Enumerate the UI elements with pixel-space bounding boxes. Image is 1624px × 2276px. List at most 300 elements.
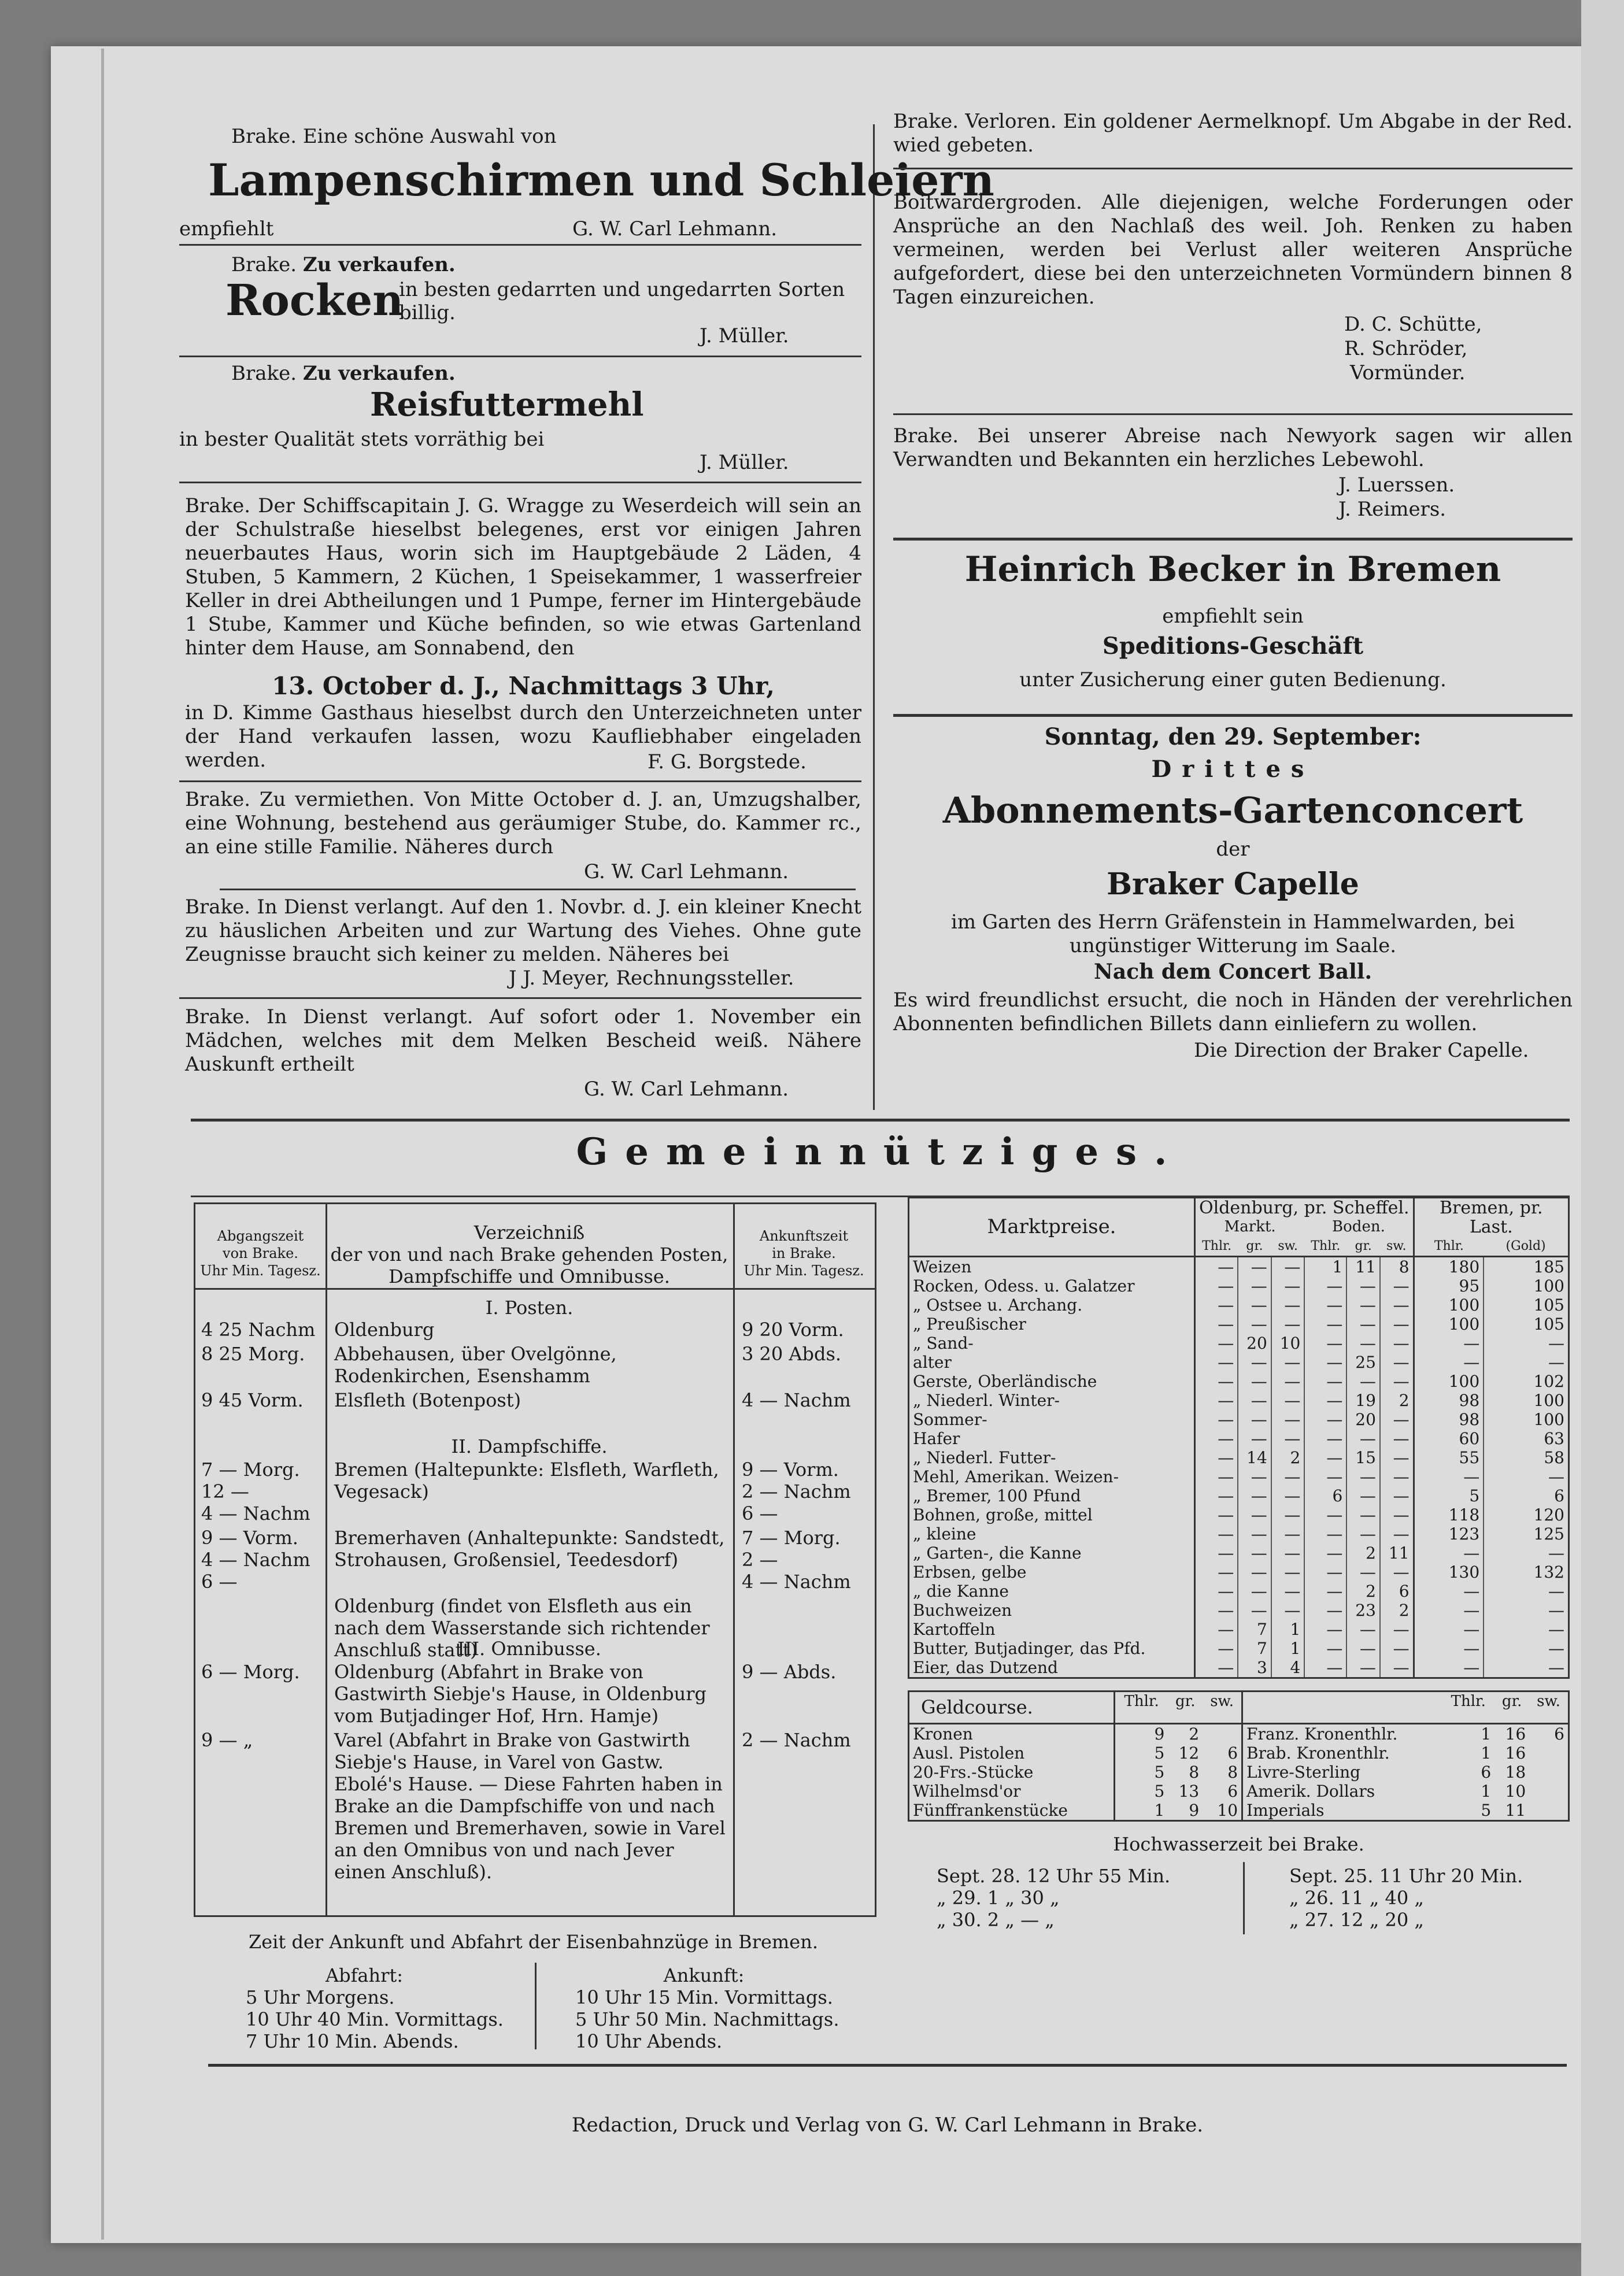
dep-time: 9 — Vorm. 4 — Nachm 6 — [201,1527,310,1593]
ad-concert-l7: Es wird freundlichst ersucht, die noch in Händen der verehrlichen Abonnenten befindlichen Billets dann einliefern zu wollen. [893,989,1573,1035]
price-cell: — [1380,1276,1414,1296]
price-cell: 1 [1271,1620,1305,1639]
price-cell: — [1304,1448,1346,1467]
rate-cell: 5 [1481,1801,1492,1820]
section-title: Gemeinnütziges. [576,1130,1185,1174]
commodity: Rocken, Odess. u. Galatzer [909,1276,1195,1296]
price-cell: — [1271,1391,1305,1410]
geld-row [909,1763,1569,1782]
price-cell: — [1195,1334,1238,1353]
market-row [909,1353,1569,1372]
market-unit: Thlr. [1202,1239,1232,1253]
price-cell: — [1195,1544,1238,1563]
market-row [909,1410,1569,1429]
price-cell: — [1304,1544,1346,1563]
price-cell: — [1195,1391,1238,1410]
geld-row [909,1782,1569,1801]
price-cell: — [1346,1505,1380,1524]
market-unit: sw. [1278,1239,1298,1253]
arr-time: 2 — Nachm [742,1729,851,1751]
destination: Varel (Abfahrt in Brake von Gastwirth Siebje's Hause, in Varel von Gastw. Ebolé's Hause. — Diese Fahrten haben in Brake an die Dampfschiffe von und nach Bremen und Bremerhaven, sowie in Varel an den Omnibus von und nach Jever einen Anschluß). [334,1729,726,1883]
market-row [909,1658,1569,1678]
price-cell: 100 [1484,1410,1568,1429]
price-cell: 15 [1346,1448,1380,1467]
price-cell: — [1271,1276,1305,1296]
head-dep: Abgangszeit von Brake. Uhr Min. Tagesz. [200,1228,321,1279]
market-unit: sw. [1380,1237,1414,1257]
market-row [909,1257,1569,1277]
price-cell: 14 [1238,1448,1271,1467]
rate-cell [1529,1763,1568,1782]
section-rule [191,1119,1570,1122]
price-cell: 1 [1304,1257,1346,1277]
commodity: Bohnen, große, mittel [909,1505,1195,1524]
ad2-signer: J. Müller. [700,324,789,347]
price-cell: — [1271,1467,1305,1486]
price-cell: — [1346,1276,1380,1296]
price-cell: — [1484,1334,1568,1353]
price-cell: — [1414,1544,1484,1563]
price-cell: — [1304,1467,1346,1486]
rate-cell [1203,1724,1242,1744]
rate-cell: 2 [1189,1724,1200,1744]
price-cell: — [1195,1429,1238,1448]
commodity: Kartoffeln [909,1620,1195,1639]
price-cell: — [1484,1639,1568,1658]
price-cell: 20 [1238,1334,1271,1353]
ad5-text: Brake. Zu vermiethen. Von Mitte October d. J. an, Umzugshalber, eine Wohnung, bestehend aus geräumiger Stube, do. Kammer rc., an eine stille Familie. Näheres durch [185,788,861,858]
price-cell: — [1414,1639,1484,1658]
market-row [909,1639,1569,1658]
ad2-headline: Rocken [225,276,404,325]
price-cell: — [1238,1524,1271,1544]
ad4-text: Brake. Der Schiffscapitain J. G. Wragge zu Weserdeich will sein an der Schulstraße hieselbst belegenes, erst vor einigen Jahren neuerbautes Haus, worin sich im Hauptgebäude 2 Läden, 4 Stuben, 5 Kammern, 2 Küchen, 1 Speisekammer, 1 wasserfreier Keller in drei Abtheilungen und 1 Pumpe, ferner im Hintergebäude 1 Stube, Kammer und Küche befinden, so wie etwas Gartenland hinter dem Hause, am Sonnabend, den [185,494,861,660]
ad-concert-l4: Braker Capelle [1107,867,1359,902]
price-cell: — [1271,1257,1305,1277]
price-cell: — [1195,1296,1238,1315]
rate-cell: 6 [1203,1744,1242,1763]
ad-concert-headline: Abonnements-Gartenconcert [942,789,1523,831]
price-cell: — [1346,1334,1380,1353]
price-cell: — [1414,1467,1484,1486]
ad-becker-l2: Speditions-Geschäft [1102,632,1364,660]
rule [220,889,856,890]
sec-posten: I. Posten. [485,1297,574,1319]
book-spine [1581,0,1624,2276]
market-head-old: Oldenburg, pr. Scheffel. [1195,1198,1414,1218]
rate-cell: 18 [1505,1763,1526,1782]
price-cell: — [1195,1276,1238,1296]
price-cell: — [1304,1429,1346,1448]
price-cell: 6 [1484,1486,1568,1505]
ad-estate-signer-2: R. Schröder, [1344,337,1468,360]
ad-becker-l1: empfiehlt sein [1162,605,1304,628]
ad3-headline: Reisfuttermehl [370,386,644,424]
price-cell: — [1304,1658,1346,1678]
geld-unit: Thlr. [1451,1693,1486,1710]
price-cell: — [1484,1658,1568,1678]
price-cell: — [1380,1639,1414,1658]
price-cell: 25 [1346,1353,1380,1372]
rule [179,780,861,782]
price-cell: 123 [1414,1524,1484,1544]
market-unit: Thlr. [1311,1239,1341,1253]
market-row [909,1524,1569,1544]
geld-unit: sw. [1203,1692,1242,1724]
rate-cell: 6 [1481,1763,1492,1782]
rate-cell: 13 [1178,1782,1200,1801]
price-cell: — [1414,1658,1484,1678]
price-cell: 4 [1271,1658,1305,1678]
rate-cell: 1 [1481,1782,1492,1801]
market-unit: Thlr. [1434,1239,1464,1253]
price-cell: — [1304,1296,1346,1315]
dep-time: 6 — Morg. [201,1661,300,1683]
ad4-date: 13. October d. J., Nachmittags 3 Uhr, [272,672,775,700]
market-row [909,1448,1569,1467]
price-cell: 118 [1414,1505,1484,1524]
price-cell: — [1195,1563,1238,1582]
price-cell: 5 [1414,1486,1484,1505]
arr-time: 7 — Morg. 2 — 4 — Nachm [742,1527,851,1593]
price-cell: — [1195,1353,1238,1372]
price-cell: — [1195,1639,1238,1658]
price-cell: 55 [1414,1448,1484,1467]
price-cell: 20 [1346,1410,1380,1429]
price-cell: — [1380,1563,1414,1582]
dep-time: 9 45 Vorm. [201,1389,304,1411]
price-cell: — [1238,1257,1271,1277]
price-cell: 2 [1380,1601,1414,1620]
ad6-signer: J J. Meyer, Rechnungssteller. [509,967,794,990]
price-cell: 11 [1380,1544,1414,1563]
ad-lost-text: Brake. Verloren. Ein goldener Aermelknopf. Um Abgabe in der Red. wied gebeten. [893,110,1573,157]
market-row [909,1563,1569,1582]
price-cell: — [1346,1639,1380,1658]
price-cell: — [1380,1429,1414,1448]
market-row [909,1486,1569,1505]
tide-right: Sept. 25. 11 Uhr 20 Min. „ 26. 11 „ 40 „ „ 27. 12 „ 20 „ [1289,1865,1523,1931]
price-cell: 102 [1484,1372,1568,1391]
commodity: „ Sand- [909,1334,1195,1353]
market-row [909,1582,1569,1601]
rate-cell: 5 [1115,1763,1168,1782]
price-cell: — [1195,1505,1238,1524]
price-cell: — [1346,1524,1380,1544]
price-cell: — [1380,1410,1414,1429]
price-cell: — [1238,1372,1271,1391]
price-cell: 185 [1484,1257,1568,1277]
rate-cell: 12 [1178,1744,1200,1763]
currency: Amerik. Dollars [1246,1782,1375,1801]
rail-arr-head: Ankunft: [663,1964,745,1986]
price-cell: — [1195,1582,1238,1601]
ad5-signer: G. W. Carl Lehmann. [584,860,789,883]
price-cell: — [1238,1315,1271,1334]
price-cell: 180 [1414,1257,1484,1277]
geld-body [909,1724,1569,1821]
price-cell: — [1271,1563,1305,1582]
price-cell: — [1195,1257,1238,1277]
price-cell: 7 [1238,1639,1271,1658]
price-cell: — [1271,1601,1305,1620]
price-cell: — [1414,1582,1484,1601]
column-divider [873,124,875,1110]
price-cell: 11 [1346,1257,1380,1277]
price-cell: — [1238,1563,1271,1582]
ad7-signer: G. W. Carl Lehmann. [584,1078,789,1101]
commodity: „ Preußischer [909,1315,1195,1334]
market-grid [908,1197,1570,1679]
price-cell: 19 [1346,1391,1380,1410]
price-cell: — [1380,1658,1414,1678]
destination: Oldenburg (findet von Elsfleth aus ein nach dem Wasserstande sich richtender Anschluß statt) [334,1595,710,1661]
geld-table [908,1690,1570,1822]
geld-row [909,1744,1569,1763]
market-row [909,1505,1569,1524]
price-cell: — [1271,1505,1305,1524]
rule [179,482,861,483]
price-cell: — [1484,1544,1568,1563]
geld-row [909,1724,1569,1744]
market-row [909,1372,1569,1391]
price-cell: — [1346,1486,1380,1505]
price-cell: — [1484,1467,1568,1486]
market-head-boden: Boden. [1304,1217,1414,1237]
dep-time: 8 25 Morg. [201,1343,305,1365]
price-cell: — [1238,1601,1271,1620]
price-cell: 60 [1414,1429,1484,1448]
price-cell: 2 [1346,1544,1380,1563]
price-cell: — [1484,1353,1568,1372]
ad-farewell-signer-1: J. Luerssen. [1338,473,1455,497]
price-cell: 7 [1238,1620,1271,1639]
destination: Oldenburg [334,1319,435,1341]
price-cell: 95 [1414,1276,1484,1296]
market-title: Marktpreise. [909,1198,1195,1257]
rate-cell: 11 [1505,1801,1526,1820]
price-cell: — [1271,1372,1305,1391]
price-cell: — [1484,1620,1568,1639]
rule [179,997,861,999]
rule [179,356,861,357]
price-cell: — [1195,1601,1238,1620]
destination: Elsfleth (Botenpost) [334,1389,521,1411]
ad1-headline: Lampenschirmen und Schleiern [208,154,994,206]
ad-concert-l6: Nach dem Concert Ball. [1094,960,1372,984]
price-cell: — [1380,1467,1414,1486]
price-cell: — [1414,1601,1484,1620]
ad2-intro: Brake. Zu verkaufen. [231,253,456,276]
market-row [909,1276,1569,1296]
market-row [909,1620,1569,1639]
rate-cell: 8 [1203,1763,1242,1782]
rate-cell: 9 [1189,1801,1200,1820]
price-cell: — [1195,1486,1238,1505]
destination: Bremen (Haltepunkte: Elsfleth, Warfleth, Vegesack) [334,1459,719,1502]
rule [893,168,1573,169]
price-cell: 125 [1484,1524,1568,1544]
arr-time: 9 20 Vorm. [742,1319,844,1341]
price-cell: 3 [1238,1658,1271,1678]
price-cell: — [1380,1296,1414,1315]
arr-time: 3 20 Abds. [742,1343,842,1365]
price-cell: 6 [1380,1582,1414,1601]
rate-cell: 9 [1115,1724,1168,1744]
price-cell: — [1271,1486,1305,1505]
market-row [909,1601,1569,1620]
price-cell: — [1304,1505,1346,1524]
price-cell: — [1346,1620,1380,1639]
destination: Oldenburg (Abfahrt in Brake von Gastwirth Siebje's Hause, in Oldenburg vom Butjadinger Hof, Hrn. Hamje) [334,1661,706,1727]
price-cell: — [1238,1410,1271,1429]
price-cell: — [1195,1372,1238,1391]
ad-estate-text: Boitwardergroden. Alle diejenigen, welche Forderungen oder Ansprüche an den Nachlaß des weil. Joh. Renken zu haben vermeinen, werden bei Verlust aller weiteren Ansprüche aufgefordert, diese bei den unterzeichneten Vormündern binnen 8 Tagen einzureichen. [893,191,1573,309]
price-cell: 2 [1346,1582,1380,1601]
currency: Fünffrankenstücke [913,1801,1068,1820]
price-cell: — [1304,1639,1346,1658]
price-cell: 98 [1414,1391,1484,1410]
currency: Ausl. Pistolen [913,1744,1025,1763]
market-row [909,1334,1569,1353]
schedule-table [194,1202,876,1917]
price-cell: 6 [1304,1486,1346,1505]
currency: Wilhelmsd'or [913,1782,1021,1801]
ad-becker-headline: Heinrich Becker in Bremen [964,549,1501,590]
market-unit: gr. [1246,1239,1263,1253]
price-cell: 2 [1271,1448,1305,1467]
price-cell: 98 [1414,1410,1484,1429]
market-row [909,1391,1569,1410]
price-cell: — [1195,1410,1238,1429]
price-cell: — [1380,1353,1414,1372]
commodity: Butter, Butjadinger, das Pfd. [909,1639,1195,1658]
ad2-text1: in besten gedarrten und ungedarrten Sorten [399,278,845,301]
price-cell: — [1271,1353,1305,1372]
price-cell: — [1304,1582,1346,1601]
rule [179,244,861,246]
price-cell: 63 [1484,1429,1568,1448]
market-head-bremen: Bremen, pr. Last. [1440,1198,1543,1237]
ad3-signer: J. Müller. [700,451,789,474]
ad-becker-l3: unter Zusicherung einer guten Bedienung. [1019,668,1447,691]
price-cell: — [1271,1410,1305,1429]
price-cell: — [1238,1296,1271,1315]
price-cell: — [1271,1544,1305,1563]
rate-cell: 10 [1505,1782,1526,1801]
price-cell: — [1346,1372,1380,1391]
price-cell: — [1414,1334,1484,1353]
price-cell: — [1304,1563,1346,1582]
ad-concert-l5: im Garten des Herrn Gräfenstein in Hammelwarden, bei ungünstiger Witterung im Saale. [950,911,1515,957]
ad3-text: in bester Qualität stets vorräthig bei [179,428,545,451]
price-cell: — [1304,1410,1346,1429]
price-cell: — [1414,1620,1484,1639]
price-cell: — [1238,1486,1271,1505]
ad-concert-l3: der [1216,838,1250,861]
market-row [909,1296,1569,1315]
price-cell: — [1346,1315,1380,1334]
rule [893,714,1573,717]
rate-cell: 1 [1481,1744,1492,1763]
market-body [909,1257,1569,1678]
price-cell: 100 [1484,1276,1568,1296]
rate-cell: 16 [1505,1724,1526,1744]
price-cell: — [1238,1429,1271,1448]
ad1-signer: G. W. Carl Lehmann. [572,217,778,240]
price-cell: — [1304,1315,1346,1334]
rate-cell [1529,1782,1568,1801]
price-cell: — [1195,1467,1238,1486]
commodity: „ Niederl. Futter- [909,1448,1195,1467]
price-cell: 100 [1414,1296,1484,1315]
ad-farewell-signer-2: J. Reimers. [1338,498,1447,521]
ad4-signer: F. G. Borgstede. [648,750,807,774]
rate-cell: 16 [1505,1744,1526,1763]
price-cell: 130 [1414,1563,1484,1582]
market-row [909,1467,1569,1486]
ad6-text: Brake. In Dienst verlangt. Auf den 1. Novbr. d. J. ein kleiner Knecht zu häuslichen Arbeiten und zur Wartung des Viehes. Ohne gute Zeugnisse braucht sich keiner zu melden. Näheres bei [185,895,861,966]
arr-time: 9 — Vorm. 2 — Nachm 6 — [742,1459,851,1524]
tide-box [908,1833,1570,1937]
sec-dampf: II. Dampfschiffe. [451,1435,608,1457]
price-cell: 2 [1380,1391,1414,1410]
currency: Livre-Sterling [1246,1763,1361,1782]
price-cell: 8 [1380,1257,1414,1277]
price-cell: — [1346,1658,1380,1678]
commodity: Mehl, Amerikan. Weizen- [909,1467,1195,1486]
arr-time: 9 — Abds. [742,1661,837,1683]
market-row [909,1315,1569,1334]
market-unit: (Gold) [1505,1239,1546,1253]
price-cell: — [1271,1582,1305,1601]
price-cell: — [1238,1353,1271,1372]
ad1-verb: empfiehlt [179,217,274,240]
commodity: Weizen [909,1257,1195,1277]
dep-time: 7 — Morg. 12 — 4 — Nachm [201,1459,310,1524]
price-cell: — [1195,1658,1238,1678]
ad-estate-signer-1: D. C. Schütte, [1344,313,1482,336]
ad2-text2: billig. [399,301,456,324]
currency: Imperials [1246,1801,1325,1820]
commodity: Buchweizen [909,1601,1195,1620]
ad-farewell-text: Brake. Bei unserer Abreise nach Newyork sagen wir allen Verwandten und Bekannten ein herzliches Lebewohl. [893,424,1573,471]
rate-cell: 5 [1115,1744,1168,1763]
rate-cell: 8 [1189,1763,1200,1782]
price-cell: — [1380,1486,1414,1505]
rate-cell: 6 [1554,1724,1564,1744]
geld-unit: gr. [1501,1693,1522,1710]
ad3-intro: Brake. Zu verkaufen. [231,362,456,385]
head-line [195,1288,875,1290]
market-unit: gr. [1355,1239,1372,1253]
ad-estate-signer-3: Vormünder. [1350,361,1466,384]
price-cell: 132 [1484,1563,1568,1582]
rate-cell: 6 [1203,1782,1242,1801]
commodity: Gerste, Oberländische [909,1372,1195,1391]
rail-title: Zeit der Ankunft und Abfahrt der Eisenbahnzüge in Bremen. [249,1931,818,1953]
head-mid: Verzeichniß der von und nach Brake gehenden Posten, Dampfschiffe und Omnibusse. [330,1222,728,1287]
price-cell: — [1380,1372,1414,1391]
price-cell: — [1380,1448,1414,1467]
rule [893,538,1573,541]
commodity: „ Garten-, die Kanne [909,1544,1195,1563]
rail-dep-head: Abfahrt: [325,1964,404,1986]
price-cell: — [1380,1315,1414,1334]
price-cell: — [1414,1353,1484,1372]
price-cell: — [1346,1467,1380,1486]
rate-cell: 5 [1115,1782,1168,1801]
